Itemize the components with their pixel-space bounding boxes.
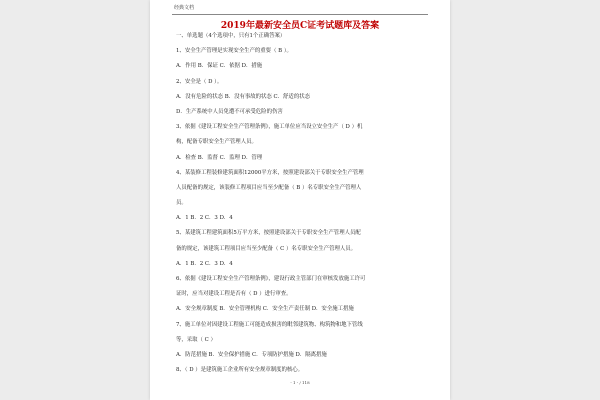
question-5-line-2: 备的规定，该建筑工程项目应当至少配备（ C ）名专职安全生产管理人员。 — [176, 245, 357, 252]
question-5-options: A．1 B．2 C．3 D．4 — [176, 260, 233, 267]
section-heading: 一、单选题（4个选项中，只有1个正确答案） — [176, 33, 286, 39]
question-1: 1、安全生产管理是实现安全生产的重要（ B ）。 — [176, 48, 292, 55]
question-2-options-a: A．没有危险的状态 B．没有事故的状态 C．舒适的状态 — [176, 93, 311, 100]
question-2-options-d: D．生产系统中人员免遭不可承受危险的伤害 — [176, 108, 283, 115]
question-1-options: A．作用 B．保证 C．依据 D．措施 — [176, 63, 263, 70]
question-4-line-2: 人员配备的规定，该装修工程项目应当至少配备（ B ）名专职安全生产管理人 — [176, 184, 362, 191]
question-4-options: A．1 B．2 C．3 D．4 — [176, 215, 233, 222]
question-7-line-1: 7、施工单位对因建设工程施工可能造成损害的毗邻建筑物、构筑物和地下管线 — [176, 321, 363, 328]
question-6-options: A．安全规章制度 B．安全管理机构 C．安全生产责任制 D．安全施工措施 — [176, 306, 354, 313]
question-4-line-1: 4、某装修工程装修建筑面积12000平方米，按照建设部关于专职安全生产管理 — [176, 169, 364, 176]
question-6-line-2: 证时，应当对建设工程是否有（ D ）进行审查。 — [176, 291, 292, 298]
question-4-line-3: 员。 — [176, 200, 187, 207]
question-2: 2、安全是（ D ）。 — [176, 78, 223, 85]
question-8: 8、（ D ）是建筑施工企业所有安全规章制度的核心。 — [176, 367, 304, 374]
question-7-options: A．防范措施 B．安全保护措施 C．专项防护措施 D．隔离措施 — [176, 351, 327, 358]
document-body — [176, 33, 430, 382]
page-number: - 1 - / 118 — [290, 380, 310, 385]
document-page — [150, 0, 450, 400]
question-6-line-1: 6、依据《建设工程安全生产管理条例》，建设行政主管部门在审核发放施工许可 — [176, 276, 366, 282]
question-3-line-1: 3、依据《建设工程安全生产管理条例》，施工单位应当设立安全生产（ D ）机 — [176, 124, 363, 131]
question-3-line-2: 构，配备专职安全生产管理人员。 — [176, 139, 257, 146]
header-label: 经典文档 — [174, 5, 195, 11]
question-5-line-1: 5、某建筑工程建筑面积5万平方米，按照建设部关于专职安全生产管理人员配 — [176, 230, 361, 237]
question-7-line-2: 等，采取（ C ） — [176, 336, 216, 343]
header-rule — [172, 14, 428, 15]
question-3-options: A．检查 B．监督 C．监理 D．管理 — [176, 154, 263, 161]
document-title: 2019年最新安全员C证考试题库及答案 — [220, 21, 380, 31]
